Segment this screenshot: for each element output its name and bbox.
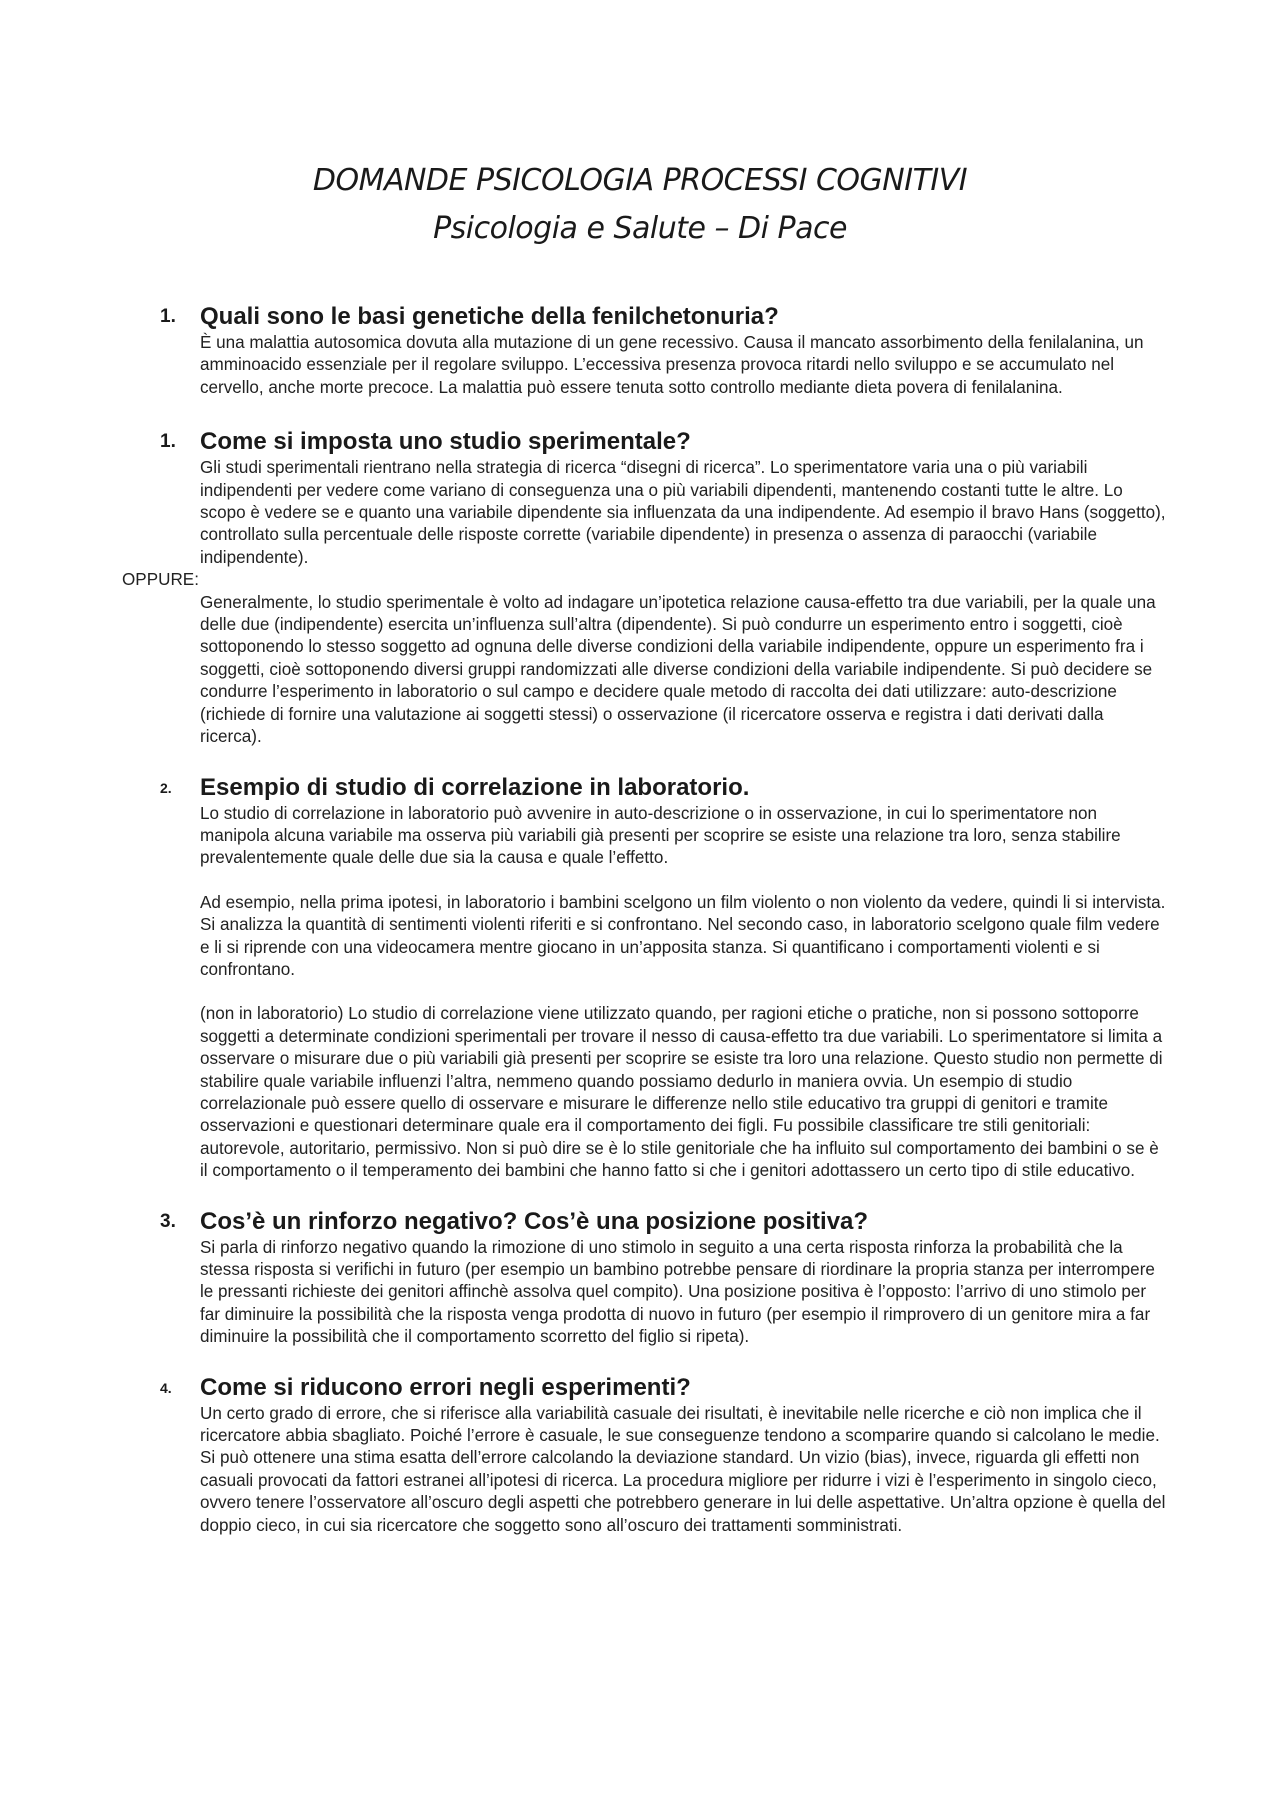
document-body bbox=[0, 302, 1280, 1537]
document-title bbox=[0, 157, 1280, 253]
question-number: 1. bbox=[160, 431, 176, 453]
answer-paragraph: Un certo grado di errore, che si riferisce alla variabilità casuale dei risultati, è inevitabile nelle ricerche e ciò non implica che il ricercatore abbia sbagliato. Poiché l’errore è casuale, le sue conseguenze tendono a scomparire quando si calcolano le medie. Si può ottenere una stima esatta dell’errore calcolando la deviazione standard. Un vizio (bias), invece, riguarda gli effetti non casuali provocati da fattori estranei all’ipotesi di ricerca. La procedura migliore per ridurre i vizi è l’esperimento in singolo cieco, ovvero tenere l’osservatore all’oscuro degli aspetti che potrebbero generare in lui delle aspettative. Un’altra opzione è quella del doppio cieco, in cui sia ricercatore che soggetto sono all’oscuro dei trattamenti somministrati. bbox=[200, 1403, 1166, 1535]
answer-paragraph: (non in laboratorio) Lo studio di correlazione viene utilizzato quando, per ragioni etiche o pratiche, non si possono sottoporre soggetti a determinate condizioni sperimentali per trovare il nesso di causa-effetto tra due variabili. Lo sperimentatore si limita a osservare o misurare due o più variabili già presenti per scoprire se esiste tra loro una relazione. Questo studio non permette di stabilire quale variabile influenzi l’altra, nemmeno quando possiamo dedurlo in maniera ovvia. Un esempio di studio correlazionale può essere quello di osservare e misurare le differenze nello stile educativo tra gruppi di genitori e tramite osservazioni e questionari determinare quale era il comportamento dei figli. Fu possibile classificare tre stili genitoriali: autorevole, autoritario, permissivo. Non si può dire se è lo stile genitoriale che ha influito sul comportamento dei bambini o se è il comportamento o il temperamento dei bambini che hanno fatto si che i genitori adottassero un certo tipo di stile educativo. bbox=[200, 1004, 1163, 1181]
question-number: 4. bbox=[160, 1379, 172, 1396]
question-block bbox=[0, 1207, 1280, 1349]
question-block bbox=[0, 1373, 1280, 1537]
question-title: Come si riducono errori negli esperimenti? bbox=[200, 1373, 691, 1401]
question-heading bbox=[0, 427, 1280, 457]
question-heading bbox=[0, 302, 1280, 332]
question-block bbox=[0, 773, 1280, 1183]
question-number: 2. bbox=[160, 779, 172, 796]
question-title: Come si imposta uno studio sperimentale? bbox=[200, 428, 691, 456]
answer-paragraph: Si parla di rinforzo negativo quando la rimozione di uno stimolo in seguito a una certa risposta rinforza la probabilità che la stessa risposta si verifichi in futuro (per esempio un bambino potrebbe pensare di riordinare la propria stanza per interrompere le pressanti richieste dei genitori affinchè assolva quel compito). Una posizione positiva è l’opposto: l’arrivo di uno stimolo per far diminuire la possibilità che la risposta venga prodotta di nuovo in futuro (per esempio il rimprovero di un genitore mira a far diminuire la possibilità che il comportamento scorretto del figlio si ripeta). bbox=[200, 1237, 1155, 1347]
question-title: Quali sono le basi genetiche della fenilchetonuria? bbox=[200, 303, 779, 330]
question-heading bbox=[0, 1373, 1280, 1403]
question-block bbox=[0, 302, 1280, 399]
answer-paragraph: È una malattia autosomica dovuta alla mutazione di un gene recessivo. Causa il mancato assorbimento della fenilalanina, un amminoacido essenziale per il regolare sviluppo. L’eccessiva presenza provoca ritardi nello sviluppo e se accumulato nel cervello, anche morte precoce. La malattia può essere tenuta sotto controllo mediante dieta povera di fenilalanina. bbox=[200, 333, 1144, 397]
answer-paragraph: Lo studio di correlazione in laboratorio può avvenire in auto-descrizione o in osservazione, in cui lo sperimentatore non manipola alcuna variabile ma osserva più variabili già presenti per scoprire se esiste una relazione tra loro, senza stabilire prevalentemente quale delle due sia la causa e quale l’effetto. bbox=[200, 803, 1121, 868]
question-number: 1. bbox=[160, 306, 176, 327]
question-heading bbox=[0, 1207, 1280, 1237]
oppure-label: OPPURE: bbox=[122, 570, 199, 590]
question-title: Cos’è un rinforzo negativo? Cos’è una posizione positiva? bbox=[200, 1207, 869, 1235]
answer-paragraph-alternative: Generalmente, lo studio sperimentale è volto ad indagare un’ipotetica relazione causa-effetto tra due variabili, per la quale una delle due (indipendente) esercita un’influenza sull’altra (dipendente). Si può condurre un esperimento entro i soggetti, cioè sottoponendo lo stesso soggetto ad ognuna delle diverse condizioni della variabile indipendente, oppure un esperimento fra i soggetti, cioè sottoponendo diversi gruppi randomizzati alle diverse condizioni della variabile indipendente. Si può decidere se condurre l’esperimento in laboratorio o sul campo e decidere quale metodo di raccolta dei dati utilizzare: auto-descrizione (richiede di fornire una valutazione ai soggetti stessi) o osservazione (il ricercatore osserva e registra i dati derivati dalla ricerca). bbox=[200, 592, 1156, 747]
question-title: Esempio di studio di correlazione in laboratorio. bbox=[200, 773, 750, 801]
title-line-2: Psicologia e Salute – Di Pace bbox=[433, 211, 847, 246]
title-line-1: DOMANDE PSICOLOGIA PROCESSI COGNITIVI bbox=[312, 163, 968, 198]
answer-paragraph: Gli studi sperimentali rientrano nella strategia di ricerca “disegni di ricerca”. Lo sperimentatore varia una o più variabili indipendenti per vedere come variano di conseguenza una o più variabili dipendenti, mantenendo costanti tutte le altre. Lo scopo è vedere se e quanto una variabile dipendente sia influenzata da una indipendente. Ad esempio il bravo Hans (soggetto), controllato sulla percentuale delle risposte corrette (variabile dipendente) in presenza o assenza di paraocchi (variabile indipendente). bbox=[200, 458, 1166, 567]
question-number: 3. bbox=[160, 1210, 176, 1232]
question-heading bbox=[0, 773, 1280, 803]
question-block bbox=[0, 427, 1280, 748]
answer-paragraph: Ad esempio, nella prima ipotesi, in laboratorio i bambini scelgono un film violento o non violento da vedere, quindi li si intervista. Si analizza la quantità di sentimenti violenti riferiti e si confrontano. Nel secondo caso, in laboratorio scelgono quale film vedere e li si riprende con una videocamera mentre giocano in un’apposita stanza. Si quantificano i comportamenti violenti e si confrontano. bbox=[200, 892, 1166, 979]
